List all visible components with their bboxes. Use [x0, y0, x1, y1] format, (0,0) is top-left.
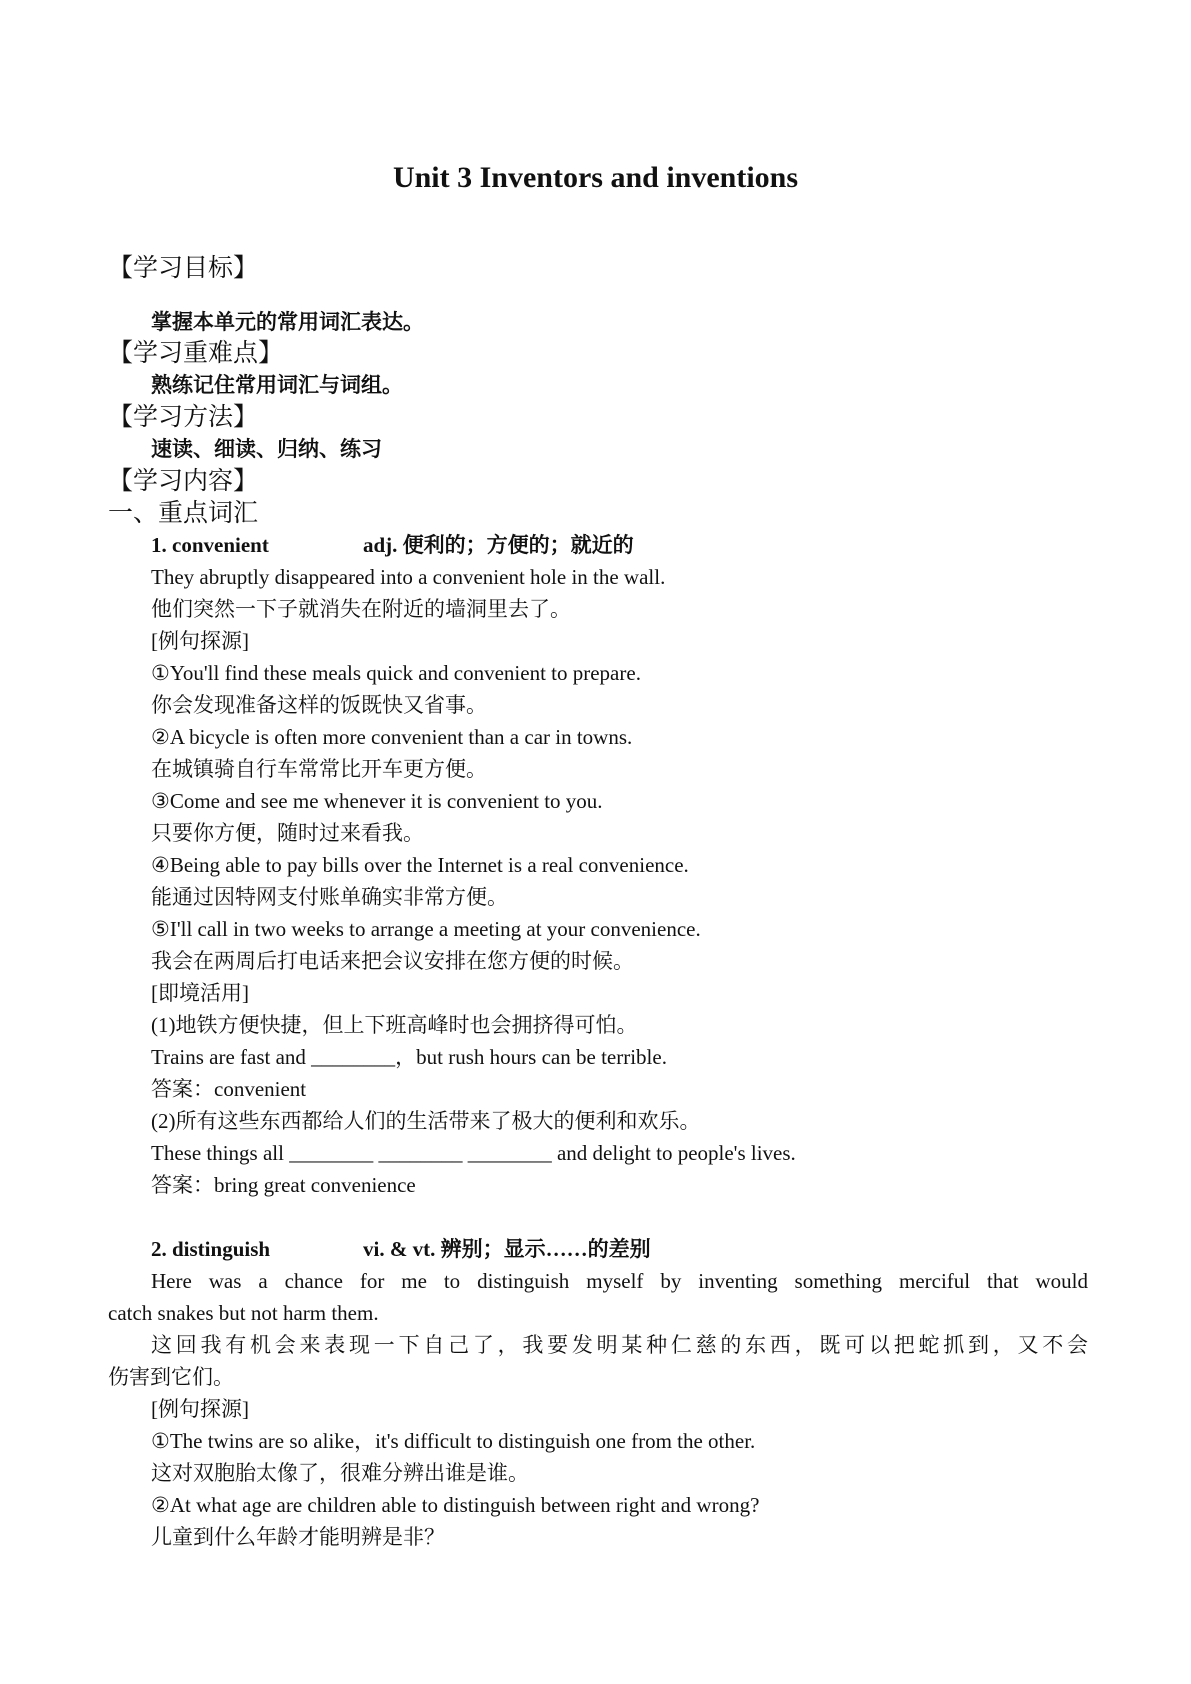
method-text: 速读、细读、归纳、练习 — [151, 437, 382, 461]
entry1-q1-en: Trains are fast and ________，but rush hours can be terrible. — [151, 1045, 667, 1069]
entry2-example-zh-line2: 伤害到它们。 — [108, 1365, 234, 1389]
entry2-s2-en: ②At what age are children able to distinguish between right and wrong? — [151, 1493, 760, 1517]
key-text: 熟练记住常用词汇与词组。 — [151, 373, 403, 397]
entry1-example-zh: 他们突然一下子就消失在附近的墙洞里去了。 — [151, 597, 571, 621]
entry1-source-label: [例句探源] — [151, 629, 249, 653]
entry1-s1-en: ①You'll find these meals quick and convenient to prepare. — [151, 661, 641, 685]
entry1-word: 1. convenient — [151, 533, 269, 557]
entry2-example-en-line1: Here was a chance for me to distinguish myself by inventing something merciful that would — [151, 1269, 1088, 1293]
entry2-example-zh-line1: 这回我有机会来表现一下自己了，我要发明某种仁慈的东西，既可以把蛇抓到，又不会 — [151, 1333, 1088, 1357]
entry2-example-en-line2: catch snakes but not harm them. — [108, 1301, 379, 1325]
entry1-example-en: They abruptly disappeared into a convenient hole in the wall. — [151, 565, 666, 589]
entry1-s5-en: ⑤I'll call in two weeks to arrange a meeting at your convenience. — [151, 917, 701, 941]
method-heading: 【学习方法】 — [108, 402, 259, 431]
entry1-s3-en: ③Come and see me whenever it is convenient to you. — [151, 789, 603, 813]
entry1-practice-label: [即境活用] — [151, 981, 249, 1005]
entry1-s2-en: ②A bicycle is often more convenient than a car in towns. — [151, 725, 633, 749]
entry2-s1-en: ①The twins are so alike，it's difficult to distinguish one from the other. — [151, 1429, 756, 1453]
entry1-answer2: 答案：bring great convenience — [151, 1173, 416, 1197]
entry1-answer1: 答案：convenient — [151, 1077, 307, 1101]
entry2-s1-zh: 这对双胞胎太像了，很难分辨出谁是谁。 — [151, 1461, 529, 1485]
entry1-s5-zh: 我会在两周后打电话来把会议安排在您方便的时候。 — [151, 949, 634, 973]
entry2-header — [151, 1234, 651, 1264]
goal-heading: 【学习目标】 — [108, 253, 259, 282]
entry1-s3-zh: 只要你方便，随时过来看我。 — [151, 821, 424, 845]
goal-text: 掌握本单元的常用词汇表达。 — [151, 310, 424, 334]
entry1-q2-en: These things all ________ ________ ________ and delight to people's lives. — [151, 1141, 796, 1165]
entry1-header — [151, 530, 634, 560]
entry1-q2-zh: (2)所有这些东西都给人们的生活带来了极大的便利和欢乐。 — [151, 1109, 701, 1133]
part-heading: 一、重点词汇 — [108, 498, 259, 527]
page-title: Unit 3 Inventors and inventions — [392, 161, 799, 194]
entry2-s2-zh: 儿童到什么年龄才能明辨是非？ — [151, 1525, 445, 1549]
entry1-meaning: adj. 便利的；方便的；就近的 — [363, 533, 634, 557]
entry1-q1-zh: (1)地铁方便快捷，但上下班高峰时也会拥挤得可怕。 — [151, 1013, 638, 1037]
key-heading: 【学习重难点】 — [108, 338, 284, 367]
entry2-meaning: vi. & vt. 辨别；显示……的差别 — [363, 1237, 651, 1261]
entry1-s2-zh: 在城镇骑自行车常常比开车更方便。 — [151, 757, 487, 781]
entry2-source-label: [例句探源] — [151, 1397, 249, 1421]
content-heading: 【学习内容】 — [108, 466, 259, 495]
entry1-s4-en: ④Being able to pay bills over the Internet is a real convenience. — [151, 853, 689, 877]
entry2-word: 2. distinguish — [151, 1237, 271, 1261]
entry1-s1-zh: 你会发现准备这样的饭既快又省事。 — [151, 693, 487, 717]
entry1-s4-zh: 能通过因特网支付账单确实非常方便。 — [151, 885, 508, 909]
